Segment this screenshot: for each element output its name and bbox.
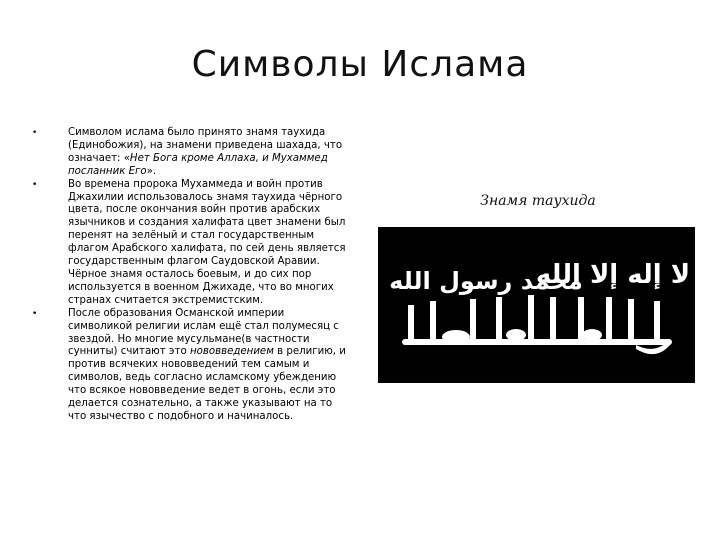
- bullet-text: в религию, и против всячеких нововведений тем самым и символов, ведь согласно исламскому убеждению что всякое нововведение ведет в огонь, если это делается сознательно, а также указывают на то что язычество с подобного и начиналось.: [68, 346, 346, 422]
- flag-inscription-graphic: [378, 227, 695, 383]
- bullet-item: [32, 127, 350, 179]
- bullet-marker: •: [32, 179, 38, 190]
- flag-background: [378, 227, 695, 383]
- bullet-text-italic: Нет Бога кроме Аллаха, и Мухаммед посланник Его: [68, 152, 328, 177]
- bullet-text-italic: нововведением: [189, 346, 274, 358]
- bullet-text: Символом ислама было принято знамя таухида (Единобожия), на знамени приведена шахада, что означает: «: [68, 127, 343, 164]
- tawhid-flag-image: [378, 227, 695, 383]
- bullet-item: [32, 308, 350, 424]
- bullet-text: После образования Османской империи символикой религии ислам ещё стал полумесяц с звездой. Но многие мусульмане(в частности сунниты) считают это: [68, 307, 339, 358]
- bullet-marker: •: [32, 128, 38, 138]
- bullet-item: [32, 179, 350, 308]
- flag-caption: Знамя таухида: [480, 193, 596, 209]
- slide-title: Символы Ислама: [191, 44, 529, 85]
- flag-inscription-lower: محمد رسول الله: [389, 267, 583, 295]
- bullet-list: [32, 127, 350, 424]
- bullet-text: Во времена пророка Мухаммеда и войн против Джахилии использовалось знамя таухида чёрного цвета, после окончания войн против арабских язычников и создания халифата цвет знамени был перенят на зелёный и стал государственным флагом Арабского халифата, по сей день является государственным флагом Саудовской Аравии. Чёрное знамя осталось боевым, и до сих пор используется в военном Джихаде, что во многих странах считается экстремистским.: [68, 178, 346, 306]
- bullet-marker: •: [32, 308, 38, 319]
- bullet-text: ».: [146, 165, 157, 177]
- flag-inscription-upper: لا إله إلا الله: [535, 260, 691, 290]
